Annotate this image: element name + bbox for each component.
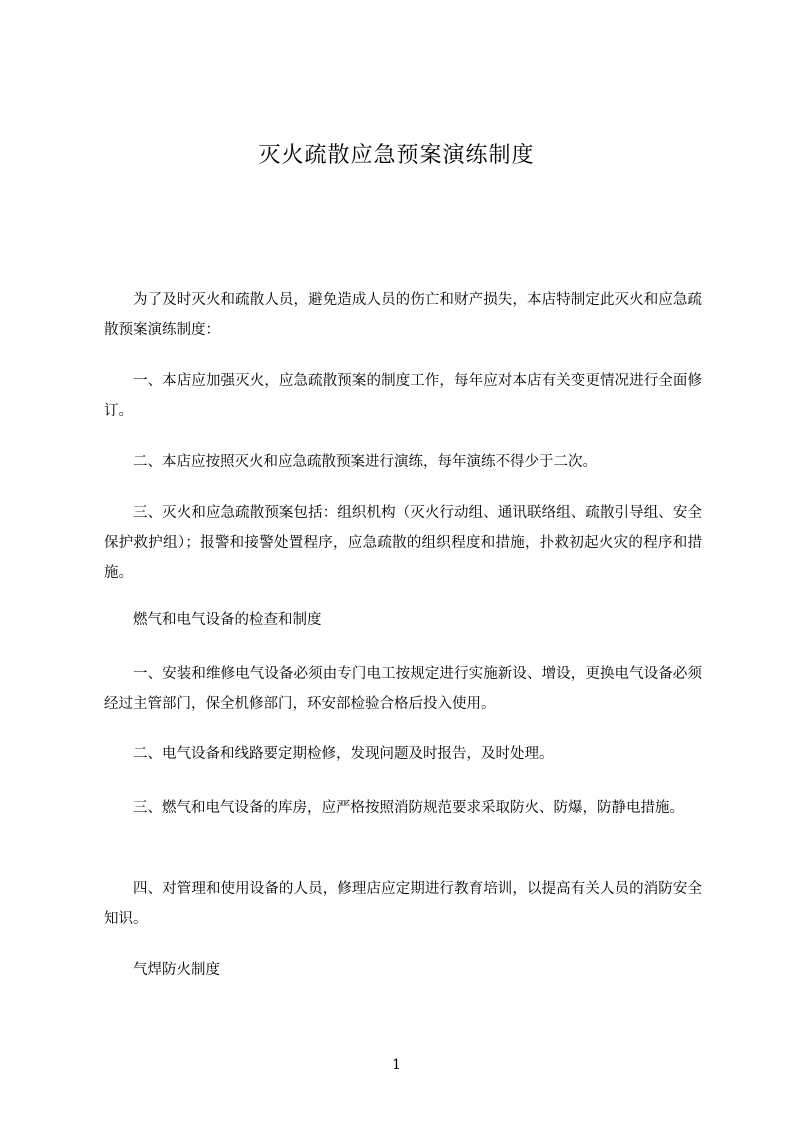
gas-clause-3-paragraph: 三、燃气和电气设备的库房，应严格按照消防规范要求采取防火、防爆，防静电措施。 xyxy=(133,800,684,816)
gas-clause-4-paragraph: 四、对管理和使用设备的人员，修理店应定期进行教育培训，以提高有关人员的消防安全知识。 xyxy=(104,881,702,927)
section-heading-gas-electric: 燃气和电气设备的检查和制度 xyxy=(133,612,322,628)
document-title: 灭火疏散应急预案演练制度 xyxy=(258,143,535,168)
clause-1-paragraph: 一、本店应加强灭火，应急疏散预案的制度工作，每年应对本店有关变更情况进行全面修订。 xyxy=(104,373,702,419)
clause-2-paragraph: 二、本店应按照灭火和应急疏散预案进行演练，每年演练不得少于二次。 xyxy=(133,454,597,470)
section-heading-welding: 气焊防火制度 xyxy=(133,962,220,978)
page-number: 1 xyxy=(392,1057,401,1073)
gas-clause-1-paragraph: 一、安装和维修电气设备必须由专门电工按规定进行实施新设、增设，更换电气设备必须经过主管部门，保全机修部门，环安部检验合格后投入使用。 xyxy=(104,666,702,712)
clause-3-paragraph: 三、灭火和应急疏散预案包括：组织机构（灭火行动组、通讯联络组、疏散引导组、安全保护救护组）；报警和接警处置程序，应急疏散的组织程度和措施，扑救初起火灾的程序和措施。 xyxy=(104,505,702,581)
gas-clause-2-paragraph: 二、电气设备和线路要定期检修，发现问题及时报告，及时处理。 xyxy=(133,746,554,762)
intro-paragraph: 为了及时灭火和疏散人员，避免造成人员的伤亡和财产损失，本店特制定此灭火和应急疏散预案演练制度： xyxy=(104,292,702,338)
